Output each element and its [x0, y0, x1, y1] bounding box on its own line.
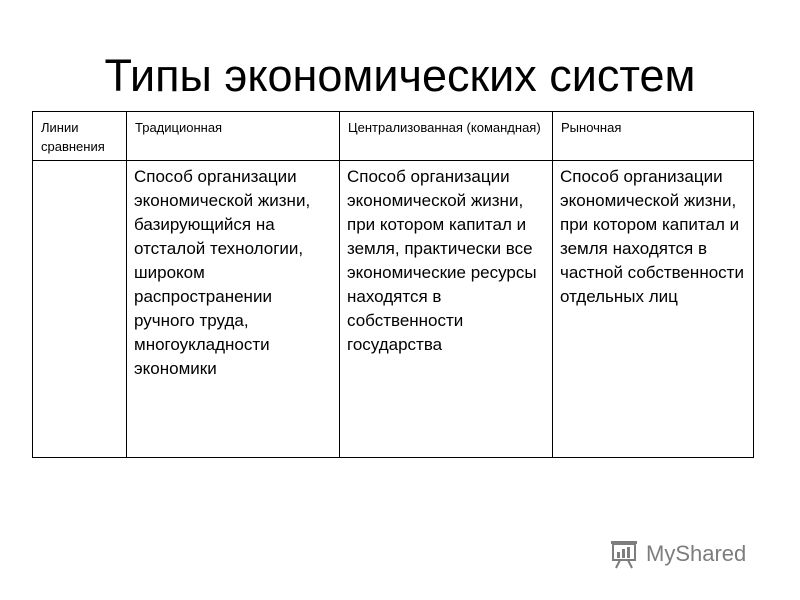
header-market: Рыночная [553, 112, 754, 161]
cell-comparison-lines [33, 161, 127, 458]
myshared-watermark [608, 536, 746, 572]
slide-title: Типы экономических систем [104, 50, 696, 101]
header-traditional: Традиционная [127, 112, 340, 161]
table-header-row [33, 112, 754, 161]
myshared-logo-icon [608, 537, 642, 571]
header-centralized: Централизованная (командная) [340, 112, 553, 161]
cell-market: Способ организации экономической жизни, при котором капитал и земля находятся в частной собственности отдельных лиц [553, 161, 754, 458]
cell-traditional: Способ организации экономической жизни, базирующийся на отсталой технологии, широком распространении ручного труда, многоукладности экономики [127, 161, 340, 458]
header-comparison-lines: Линии сравнения [33, 112, 127, 161]
watermark-text: MyShared [646, 541, 747, 566]
table-row [33, 161, 754, 458]
comparison-table [32, 111, 754, 458]
cell-centralized: Способ организации экономической жизни, при котором капитал и земля, практически все экономические ресурсы находятся в собственности государства [340, 161, 553, 458]
